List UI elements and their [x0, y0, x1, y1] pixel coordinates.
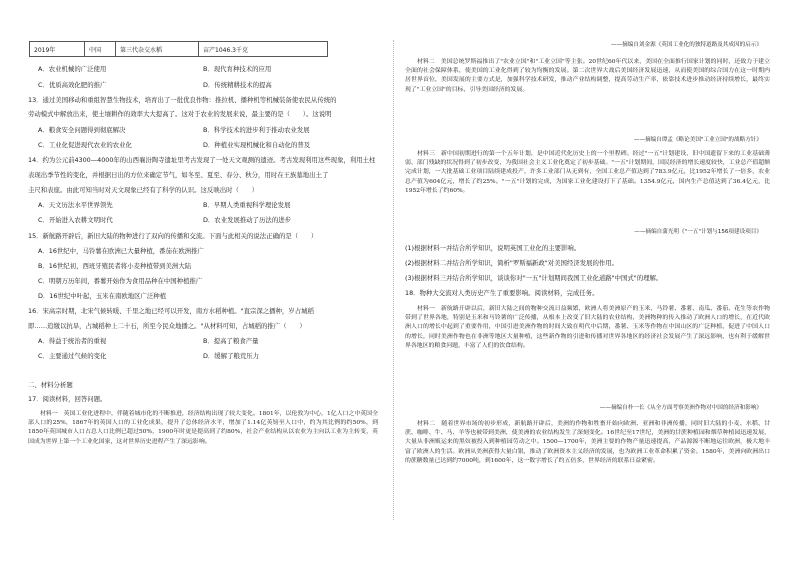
q17-subquestion-1: (1)根据材料一并结合所学知识，说明英国工业化的主要影响。 [405, 244, 581, 252]
q15-option-a[interactable]: A．16世纪中，马铃薯在欧洲已大量种植，番茄在欧洲推广 [38, 247, 204, 255]
q17-material-1: 材料一 英国工业化进程中，伴随着城市化的不断推进，经济结构出现了较大变化。1801年，以伦敦为中心，1亿人口之中英国全部人口的25%，1867年的英国人口的工业化成果，提升了总体经济水平，增加了1.14亿英镑至人口中，约为其比例的约50%，到1850年英国城市人口占总人口比例已超过50%，1900年时更是提高到了约80%，社会产业结构从以农业为主向以工业为主转变，英国成为世界上第一个工业化国家，这对世界历史进程产生了深远影响。 [28, 411, 378, 445]
q13-option-c[interactable]: C．工业化促进现代农业的农业化 [38, 141, 132, 149]
q18-material-1: 材料一 新航路开辟以后，新旧大陆之间的物种交流日益频繁，欧洲人将美洲原产的玉米、马铃薯、番薯、南瓜、番茄、花生等农作物带到了世界各地，特别是玉米和马铃薯的广泛传播，从根本上改变了旧大陆的农业结构，美洲物种的传入推动了欧洲人口的增长，在近代欧洲人口的增长中起到了重要作用，中国引进美洲作物的时间大致在明代中后期，番薯、玉米等作物在中国山区的广泛种植，促进了中国人口的增长，同时美洲作物也在非洲等地区大量种植，这些新作物的引进和传播对世界各地区的经济社会发展产生了深远影响，也有利于缓解世界各地区的粮食问题，丰富了人们的饮食结构。 [405, 306, 770, 349]
q13-option-b[interactable]: B．科学技术的进步利于推动农业发展 [203, 126, 310, 134]
q17-subquestion-3: (3)根据材料三并结合所学知识，谈谈你对"一五"计划期间我国工业化道路"中国式"的理解。 [405, 274, 663, 282]
q13-stem-line: 劳动模式中解放出来，使土壤耕作的效率大大提高了。这对于农业的发展来说，最主要的是（ ）。这说明 [28, 110, 332, 118]
q16-stem-line: 即……追缴以抗旱，占城稻种上二十石，所至今民众地播之。"从材料可知，占城稻的推广（ ） [28, 322, 306, 330]
q16-option-c[interactable]: C．主要通过气候的变化 [38, 352, 107, 360]
q17-subquestion-2: (2)根据材料二并结合所学知识，简析"罗斯福新政"对美国经济发展的作用。 [405, 259, 619, 267]
table-row [30, 42, 328, 57]
left-column [28, 0, 378, 562]
crop-yield-table [29, 41, 328, 57]
q13-stem-line: 13．通过美国移动和重组智慧生物技术，培育出了一批优良作物：推拉机、播种机等机械装备使农民从传统的 [28, 96, 337, 104]
citation: ——摘编自蒲光明《"一五"计划与156项建设项目》 [634, 229, 762, 235]
q12-option-c[interactable]: C．优质高效化肥的推广 [38, 81, 107, 89]
q14-stem-line: 14．约为公元前4300—4000年的山西襄汾陶寺遗址里考古发现了一处天文观测的遗迹。考古发现利用这些现象，利用土柱 [28, 156, 376, 164]
q13-option-a[interactable]: A．粮食安全问题得到彻底解决 [38, 126, 126, 134]
q15-option-d[interactable]: D．16世纪中叶起，玉米在南欧地区广泛种植 [38, 292, 167, 300]
q14-option-a[interactable]: A．天文历法水平世界领先 [38, 201, 113, 209]
q17-stem: 17．阅读材料，回答问题。 [28, 395, 107, 403]
q14-option-c[interactable]: C．开始进入农耕文明时代 [38, 216, 113, 224]
section-heading: 二、材料分析题 [28, 381, 73, 389]
q14-option-b[interactable]: B．早期人类重视科学理论发展 [203, 201, 291, 209]
q16-option-a[interactable]: A．得益于统治者的重视 [38, 337, 107, 345]
q14-option-d[interactable]: D．农业发展推动了历法的进步 [203, 216, 291, 224]
q12-option-d[interactable]: D．传统精耕技术的提高 [203, 81, 272, 89]
column-divider [393, 40, 394, 520]
q13-option-d[interactable]: D．种植业实现机械化和自动化的普及 [203, 141, 311, 149]
table-cell-country: 中国 [85, 42, 116, 57]
q15-option-c[interactable]: C．明朝万历年间，番薯开始作为食用品种在中国种植推广 [38, 277, 203, 285]
citation: ——摘编自刘金源《英国工业化的独特道路及其成因的启示》 [610, 42, 762, 48]
q18-stem: 18．物种大交流对人类历史产生了重要影响。阅读材料，完成任务。 [405, 289, 599, 297]
q16-option-b[interactable]: B．提高了粮食产量 [203, 337, 259, 345]
q15-option-b[interactable]: B．16世纪初，西班牙殖民者将小麦种植带到美洲大陆 [38, 262, 192, 270]
q16-stem-line: 16．宋高宗时期，北宋气候转暖、千里之地已经可以开发，南方水稻种植。"直宗深之播种，岁占城稻 [28, 307, 314, 315]
q12-option-a[interactable]: A．农业机械的广泛使用 [38, 65, 107, 73]
q14-stem-line: 圭尺和表座。由此可知当时对天文现象已经有了科学的认识。这反映出时（ ） [28, 186, 259, 194]
table-cell-crop: 第三代杂交水稻 [116, 42, 199, 57]
q12-option-b[interactable]: B．现代育种技术的应用 [203, 65, 272, 73]
q16-option-d[interactable]: D．缓解了粮荒压力 [203, 352, 260, 360]
q17-material-2: 材料二 美国总统罗斯福推出了"农业立国"和"工业立国"等主张。20世纪60年代以来，美国在全面推行国家计划的同时，还致力于建立全面的社会保障体系，使美国的工业化得到了较为均衡的发展。第二次世界大战后美国经济发展迅速，从而使美国的综合国力在这一时期内居世界首位，美国发展的主要方式是，加强科学技术研发，推动产业结构调整，提高劳动生产率，依靠技术进步推动经济持续增长，最终实现了"工业立国"的目标，引导美国经济的发展。 [405, 59, 770, 93]
q14-stem-line: 表现出季节性的变化，并根据日出的方位来确定节气，如冬至、夏至、春分、秋分，用时在王族墓地出土了 [28, 171, 329, 179]
q17-material-3: 材料三 新中国初期进行的第一个五年计划，是中国近代化历史上的一个里程碑。经过"一五"计划建设，旧中国遗留下来的工业基础薄弱、部门残缺的状况得到了初步改变，为我国社会主义工业化奠定了初步基础。"一五"计划期间，国民经济的增长速度较快，工业总产值超额完成计划，一大批基础工业项目陆续建成投产，许多工业部门从无到有，全国工业总产值达到了783.9亿元，比1952年增长了一倍多，农业总产值为604亿元，增长了约25%。"一五"计划的完成，为国家工业化建设打下了基础。1354.9亿元，国内生产总值达到了36.4亿元，比1952年增长了约60%。 [405, 151, 770, 194]
right-column [405, 0, 770, 562]
citation: ——摘编自谭孟《略论美国"工业立国"的战略方针》 [633, 137, 762, 143]
table-cell-yield: 亩产1046.3千克 [199, 42, 328, 57]
table-cell-year: 2019年 [30, 42, 85, 57]
q15-stem-line: 15．新航路开辟后，新旧大陆的物种进行了双向的传播和交流。下面与此相关的说法正确的是（ ） [28, 232, 318, 240]
citation: ——摘编自朴一长《从全方面考察美洲作物对中国的经济和影响》 [599, 405, 762, 411]
q18-material-2: 材料二 随着世界市场的初步形成，新航路开辟后，美洲的作物和牲畜开始向欧洲、亚洲和非洲传播，同时旧大陆的小麦、水稻、甘蔗、咖啡、牛、马、羊等也被带到美洲，使美洲的农业结构发生了深刻变化。16世纪至17世纪，美洲的甘蔗种植园和烟草种植园迅速发展，大量从非洲贩运来的黑奴被投入到种植园劳动之中。1500—1700年，美洲主要的作物产量迅速提高，产品源源不断地运往欧洲，极大地丰富了欧洲人的生活。欧洲从美洲获得大量白银，推动了欧洲资本主义经济的发展，也为欧洲工业革命积累了资金。1580年，美洲向欧洲出口的蔗糖数量已达到约7000吨，到1600年，这一数字增长了约五倍多，世界经济的联系日益紧密。 [405, 421, 770, 464]
